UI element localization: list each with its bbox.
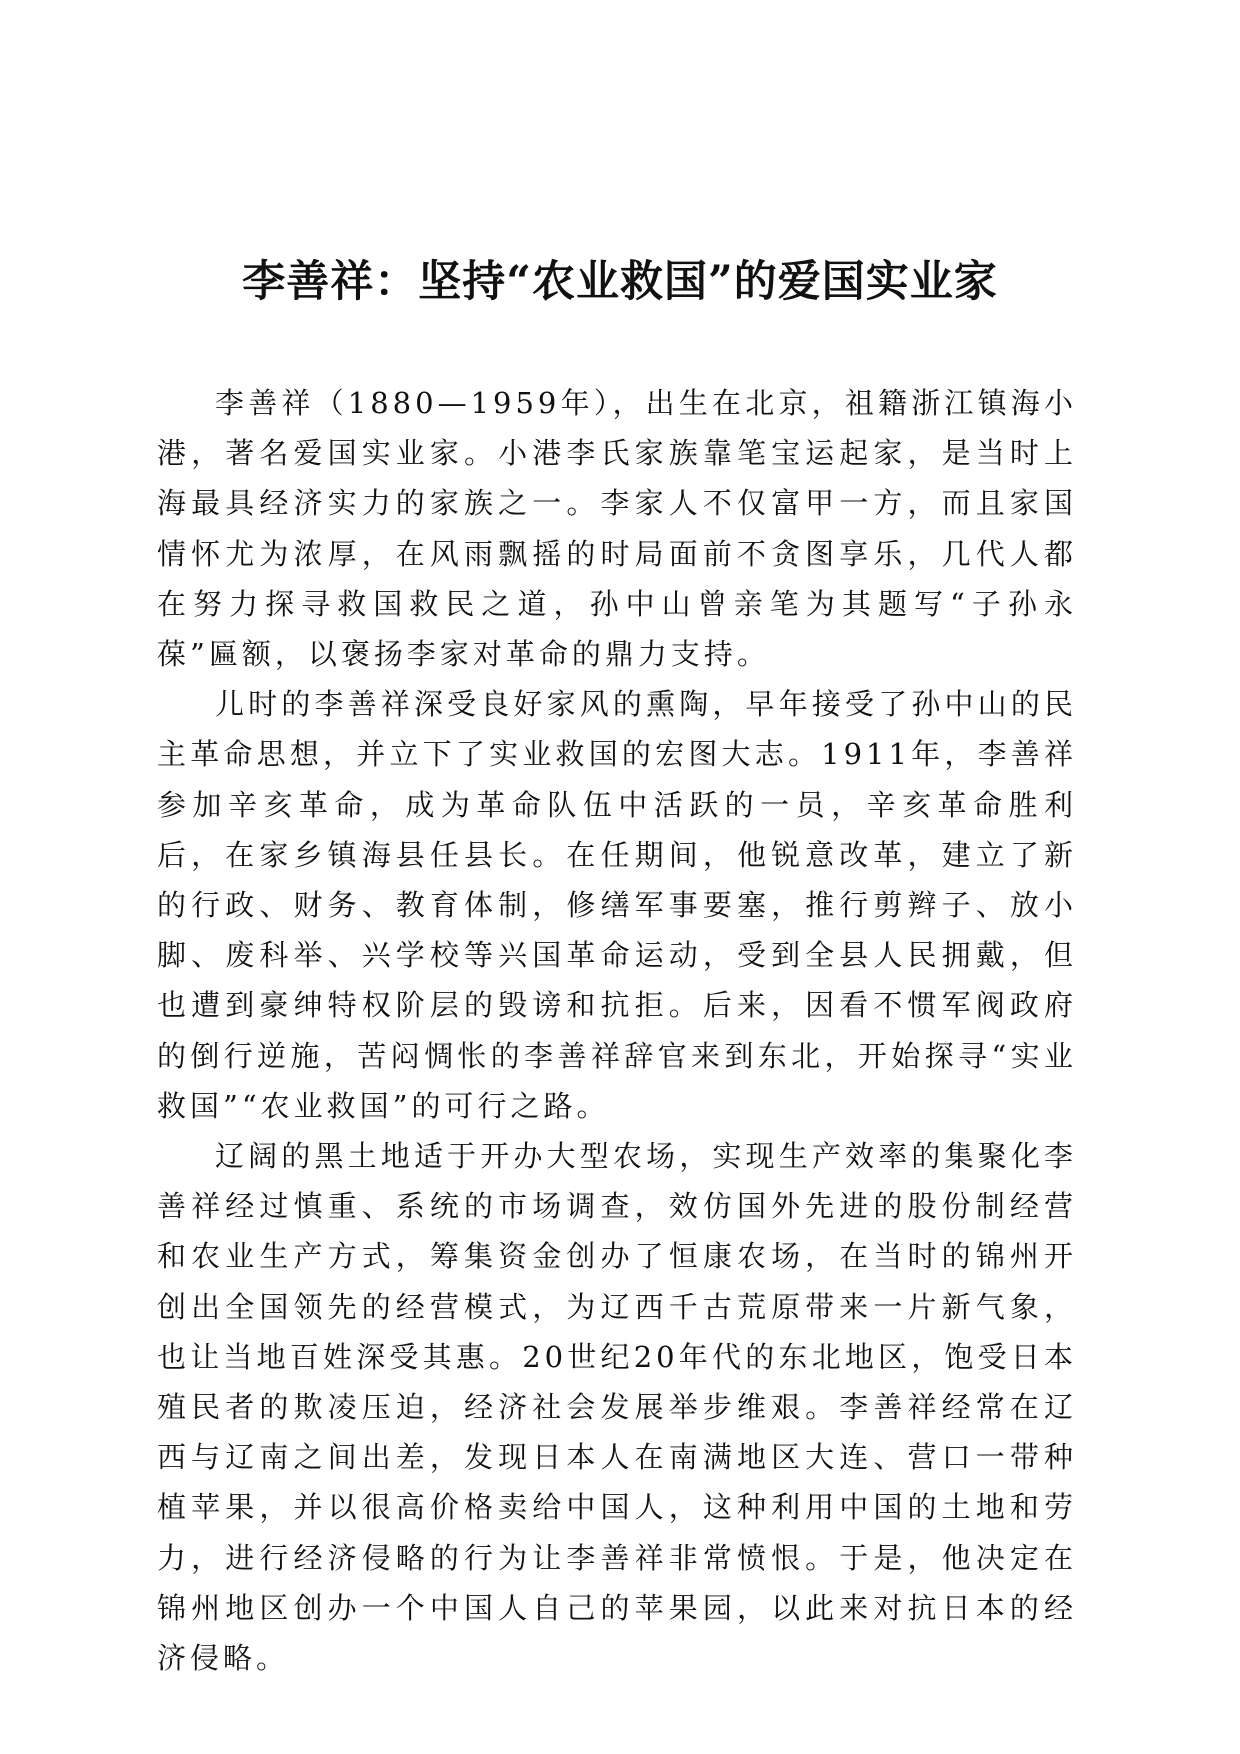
- article-body: [157, 378, 1077, 1683]
- paragraph-1: 李善祥（1880—1959年），出生在北京，祖籍浙江镇海小港，著名爱国实业家。小港李氏家族靠笔宝运起家，是当时上海最具经济实力的家族之一。李家人不仅富甲一方，而且家国情怀尤为浓厚，在风雨飘摇的时局面前不贪图享乐，几代人都在努力探寻救国救民之道，孙中山曾亲笔为其题写“子孙永葆”匾额，以褒扬李家对革命的鼎力支持。: [157, 386, 1077, 672]
- paragraph-2: 儿时的李善祥深受良好家风的熏陶，早年接受了孙中山的民主革命思想，并立下了实业救国的宏图大志。1911年，李善祥参加辛亥革命，成为革命队伍中活跃的一员，辛亥革命胜利后，在家乡镇海县任县长。在任期间，他锐意改革，建立了新的行政、财务、教育体制，修缮军事要塞，推行剪辫子、放小脚、废科举、兴学校等兴国革命运动，受到全县人民拥戴，但也遭到豪绅特权阶层的毁谤和抗拒。后来，因看不惯军阀政府的倒行逆施，苦闷惆怅的李善祥辞官来到东北，开始探寻“实业救国”“农业救国”的可行之路。: [157, 687, 1077, 1123]
- paragraph-3: 辽阔的黑土地适于开办大型农场，实现生产效率的集聚化李善祥经过慎重、系统的市场调查，效仿国外先进的股份制经营和农业生产方式，筹集资金创办了恒康农场，在当时的锦州开创出全国领先的经营模式，为辽西千古荒原带来一片新气象，也让当地百姓深受其惠。20世纪20年代的东北地区，饱受日本殖民者的欺凌压迫，经济社会发展举步维艰。李善祥经常在辽西与辽南之间出差，发现日本人在南满地区大连、营口一带种植苹果，并以很高价格卖给中国人，这种利用中国的土地和劳力，进行经济侵略的行为让李善祥非常愤恨。于是，他决定在锦州地区创办一个中国人自己的苹果园，以此来对抗日本的经济侵略。: [157, 1139, 1077, 1676]
- article-title: 李善祥：坚持“农业救国”的爱国实业家: [242, 257, 998, 307]
